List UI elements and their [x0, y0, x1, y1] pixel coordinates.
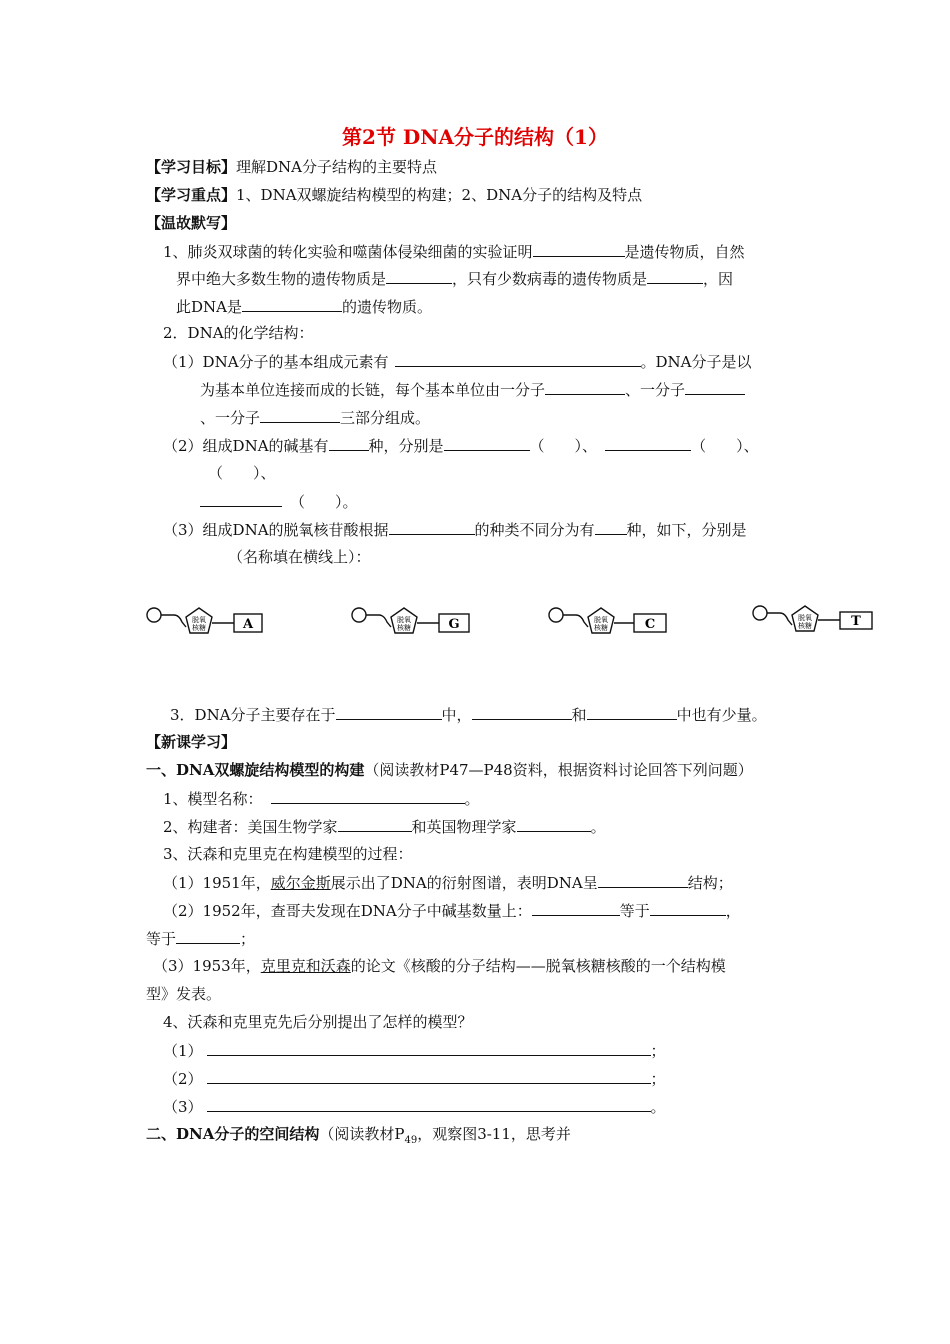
review-q2-2-line2: （ ）、 [208, 464, 276, 482]
base-letter: C [644, 617, 656, 632]
blank[interactable] [598, 872, 688, 888]
sugar-label-bottom: 核糖 [192, 624, 206, 632]
review-q2-3-line2: （名称填在横线上）： [228, 548, 371, 566]
q2-2-text-f: （ ）。 [290, 493, 358, 511]
objective-label: 【学习目标】 [146, 158, 237, 176]
q2-1-text-a: （1）DNA分子的基本组成元素有 [163, 353, 389, 371]
item3-3-text-a: （3）1953年， [153, 957, 261, 975]
item3-3-line2: 型》发表。 [146, 985, 222, 1003]
blank[interactable] [587, 704, 677, 720]
blank[interactable] [650, 900, 726, 916]
item4-2-line [163, 1068, 666, 1089]
q1-text-c: 界中绝大多数生物的遗传物质是 [176, 270, 387, 288]
item4-1-line [163, 1040, 666, 1061]
sugar-label-top: 脱氧 [594, 616, 608, 624]
item4-2-label: （2） [163, 1070, 203, 1088]
blank[interactable] [472, 704, 572, 720]
item4-3-label: （3） [163, 1098, 203, 1116]
blank[interactable] [207, 1068, 651, 1084]
review-q1-line3 [176, 296, 432, 317]
q2-3-text-b: 的种类不同分为有 [474, 521, 595, 539]
item3-1-scientist: 威尔金斯 [270, 874, 331, 892]
review-q2-2-line1 [163, 435, 759, 456]
item4-2-end: ； [650, 1070, 666, 1088]
nucleotide-diagram-c [548, 600, 678, 646]
item3-2-text-e: ； [240, 930, 256, 948]
item3-1-line [163, 872, 733, 893]
blank[interactable] [200, 491, 282, 507]
item3-3-scientists: 克里克和沃森 [260, 957, 351, 975]
objective-text: 理解DNA分子结构的主要特点 [236, 158, 438, 176]
item4-1-end: ； [650, 1042, 666, 1060]
item3-line: 3、沃森和克里克在构建模型的过程： [163, 845, 413, 863]
item2-text-b: 和英国物理学家 [411, 818, 517, 836]
sugar-label-top: 脱氧 [798, 614, 812, 622]
blank[interactable] [176, 928, 240, 944]
blank[interactable] [389, 519, 475, 535]
review-q2-1-line3 [200, 407, 430, 428]
phosphate-circle [753, 606, 767, 620]
blank[interactable] [338, 816, 412, 832]
sugar-label-top: 脱氧 [192, 616, 206, 624]
item3-2-line1 [163, 900, 741, 921]
review-q1-line2 [176, 268, 733, 289]
sugar-label-bottom: 核糖 [594, 624, 608, 632]
phosphate-circle [352, 608, 366, 622]
section2-title: 二、DNA分子的空间结构 [146, 1125, 320, 1143]
review-q2: 2．DNA的化学结构： [163, 324, 314, 342]
item3-2-text-c: ， [725, 902, 741, 920]
item4-1-label: （1） [163, 1042, 203, 1060]
blank[interactable] [647, 268, 703, 284]
section1-note: （阅读教材P47—P48资料，根据资料讨论回答下列问题） [364, 761, 753, 779]
q2-1-text-e: 、一分子 [200, 409, 261, 427]
item2-text-a: 2、构建者：美国生物学家 [163, 818, 338, 836]
section2-heading [146, 1124, 571, 1151]
page-title: 第2节 DNA分子的结构（1） [342, 125, 608, 149]
q1-text-d: ，只有少数病毒的遗传物质是 [452, 270, 648, 288]
phosphate-circle [147, 608, 161, 622]
item2-line [163, 816, 606, 837]
nucleotide-c-svg [548, 600, 678, 646]
phosphate-bond [161, 615, 186, 627]
item4-3-end: 。 [650, 1098, 666, 1116]
q3-text-a: 3．DNA分子主要存在于 [170, 706, 336, 724]
phosphate-bond [563, 615, 588, 627]
blank[interactable] [207, 1040, 651, 1056]
item1-line [163, 788, 480, 809]
q3-text-b: 中， [441, 706, 472, 724]
base-letter: A [242, 617, 254, 632]
nucleotide-t-svg [752, 598, 882, 644]
review-q2-3-line1 [163, 519, 747, 540]
blank[interactable] [517, 816, 591, 832]
review-q2-1-line2 [200, 379, 745, 400]
review-q3-line [170, 704, 767, 725]
q3-text-c: 和 [571, 706, 587, 724]
blank[interactable] [595, 519, 627, 535]
item3-2-text-d: 等于 [146, 930, 177, 948]
blank[interactable] [271, 788, 465, 804]
section2-note-b: ，观察图3-11，思考并 [417, 1125, 571, 1143]
sugar-label-bottom: 核糖 [798, 622, 812, 630]
nucleotide-g-svg [351, 600, 481, 646]
item3-3-text-b: 的论文《核酸的分子结构——脱氧核糖核酸的一个结构模 [350, 957, 726, 975]
blank[interactable] [605, 435, 691, 451]
blank[interactable] [444, 435, 530, 451]
blank[interactable] [533, 241, 625, 257]
objective-line [146, 157, 437, 177]
nucleotide-diagram-g [351, 600, 481, 646]
section1-title: 一、DNA双螺旋结构模型的构建 [146, 761, 365, 779]
blank[interactable] [242, 296, 342, 312]
base-letter: T [851, 614, 861, 629]
base-letter: G [448, 617, 460, 632]
q2-1-text-b: 。DNA分子是以 [640, 353, 752, 371]
q2-2-text-b: 种，分别是 [368, 437, 444, 455]
sugar-label-top: 脱氧 [397, 616, 411, 624]
q1-text-f: 此DNA是 [176, 298, 242, 316]
item3-1-text-b: 展示出了DNA的衍射图谱，表明DNA呈 [330, 874, 598, 892]
q2-2-text-d: （ ）、 [691, 437, 759, 455]
blank[interactable] [336, 704, 442, 720]
item3-3-line1 [153, 956, 726, 976]
review-q2-1-line1 [163, 351, 752, 372]
review-q1-line1 [163, 241, 745, 262]
phosphate-bond [366, 615, 391, 627]
item4-line: 4、沃森和克里克先后分别提出了怎样的模型？ [163, 1013, 473, 1031]
item2-text-c: 。 [590, 818, 606, 836]
item3-2-line2 [146, 928, 255, 949]
q2-2-text-c: （ ）、 [529, 437, 598, 455]
nucleotide-diagram-t [752, 598, 882, 644]
newlesson-label: 【新课学习】 [146, 733, 237, 751]
section2-note-page: 49 [404, 1135, 418, 1146]
sugar-label-bottom: 核糖 [397, 624, 411, 632]
blank[interactable] [395, 351, 641, 367]
section2-note-a: （阅读教材P [319, 1125, 405, 1143]
item3-1-text-a: （1）1951年， [163, 874, 271, 892]
blank[interactable] [685, 379, 745, 395]
q2-1-text-f: 三部分组成。 [340, 409, 431, 427]
keypoints-text: 1、DNA双螺旋结构模型的构建；2、DNA分子的结构及特点 [236, 186, 643, 204]
q2-1-text-d: 、一分子 [625, 381, 686, 399]
review-label: 【温故默写】 [146, 214, 237, 232]
section1-heading [146, 760, 753, 780]
keypoints-line [146, 185, 642, 205]
q1-text-g: 的遗传物质。 [341, 298, 432, 316]
nucleotide-a-svg [146, 600, 276, 646]
q1-text-a: 1、肺炎双球菌的转化实验和噬菌体侵染细菌的实验证明 [163, 243, 533, 261]
phosphate-bond [767, 613, 792, 625]
q2-2-text-a: （2）组成DNA的碱基有 [163, 437, 329, 455]
phosphate-circle [549, 608, 563, 622]
item3-2-text-a: （2）1952年，查哥夫发现在DNA分子中碱基数量上： [163, 902, 532, 920]
q1-text-e: ，因 [703, 270, 734, 288]
q2-1-text-c: 为基本单位连接而成的长链，每个基本单位由一分子 [200, 381, 546, 399]
item4-3-line [163, 1096, 666, 1117]
blank[interactable] [207, 1096, 651, 1112]
blank[interactable] [329, 435, 369, 451]
blank[interactable] [260, 407, 340, 423]
q1-text-b: 是遗传物质，自然 [624, 243, 745, 261]
item1-end: 。 [464, 790, 480, 808]
q2-3-text-a: （3）组成DNA的脱氧核苷酸根据 [163, 521, 389, 539]
item1-text: 1、模型名称： [163, 790, 263, 808]
q3-text-d: 中也有少量。 [676, 706, 767, 724]
blank[interactable] [386, 268, 452, 284]
item3-2-text-b: 等于 [619, 902, 650, 920]
q2-3-text-c: 种，如下，分别是 [626, 521, 747, 539]
blank[interactable] [532, 900, 620, 916]
item3-1-text-c: 结构； [687, 874, 733, 892]
blank[interactable] [545, 379, 625, 395]
nucleotide-diagram-a [146, 600, 276, 646]
review-q2-2-line3 [200, 491, 358, 512]
keypoints-label: 【学习重点】 [146, 186, 237, 204]
